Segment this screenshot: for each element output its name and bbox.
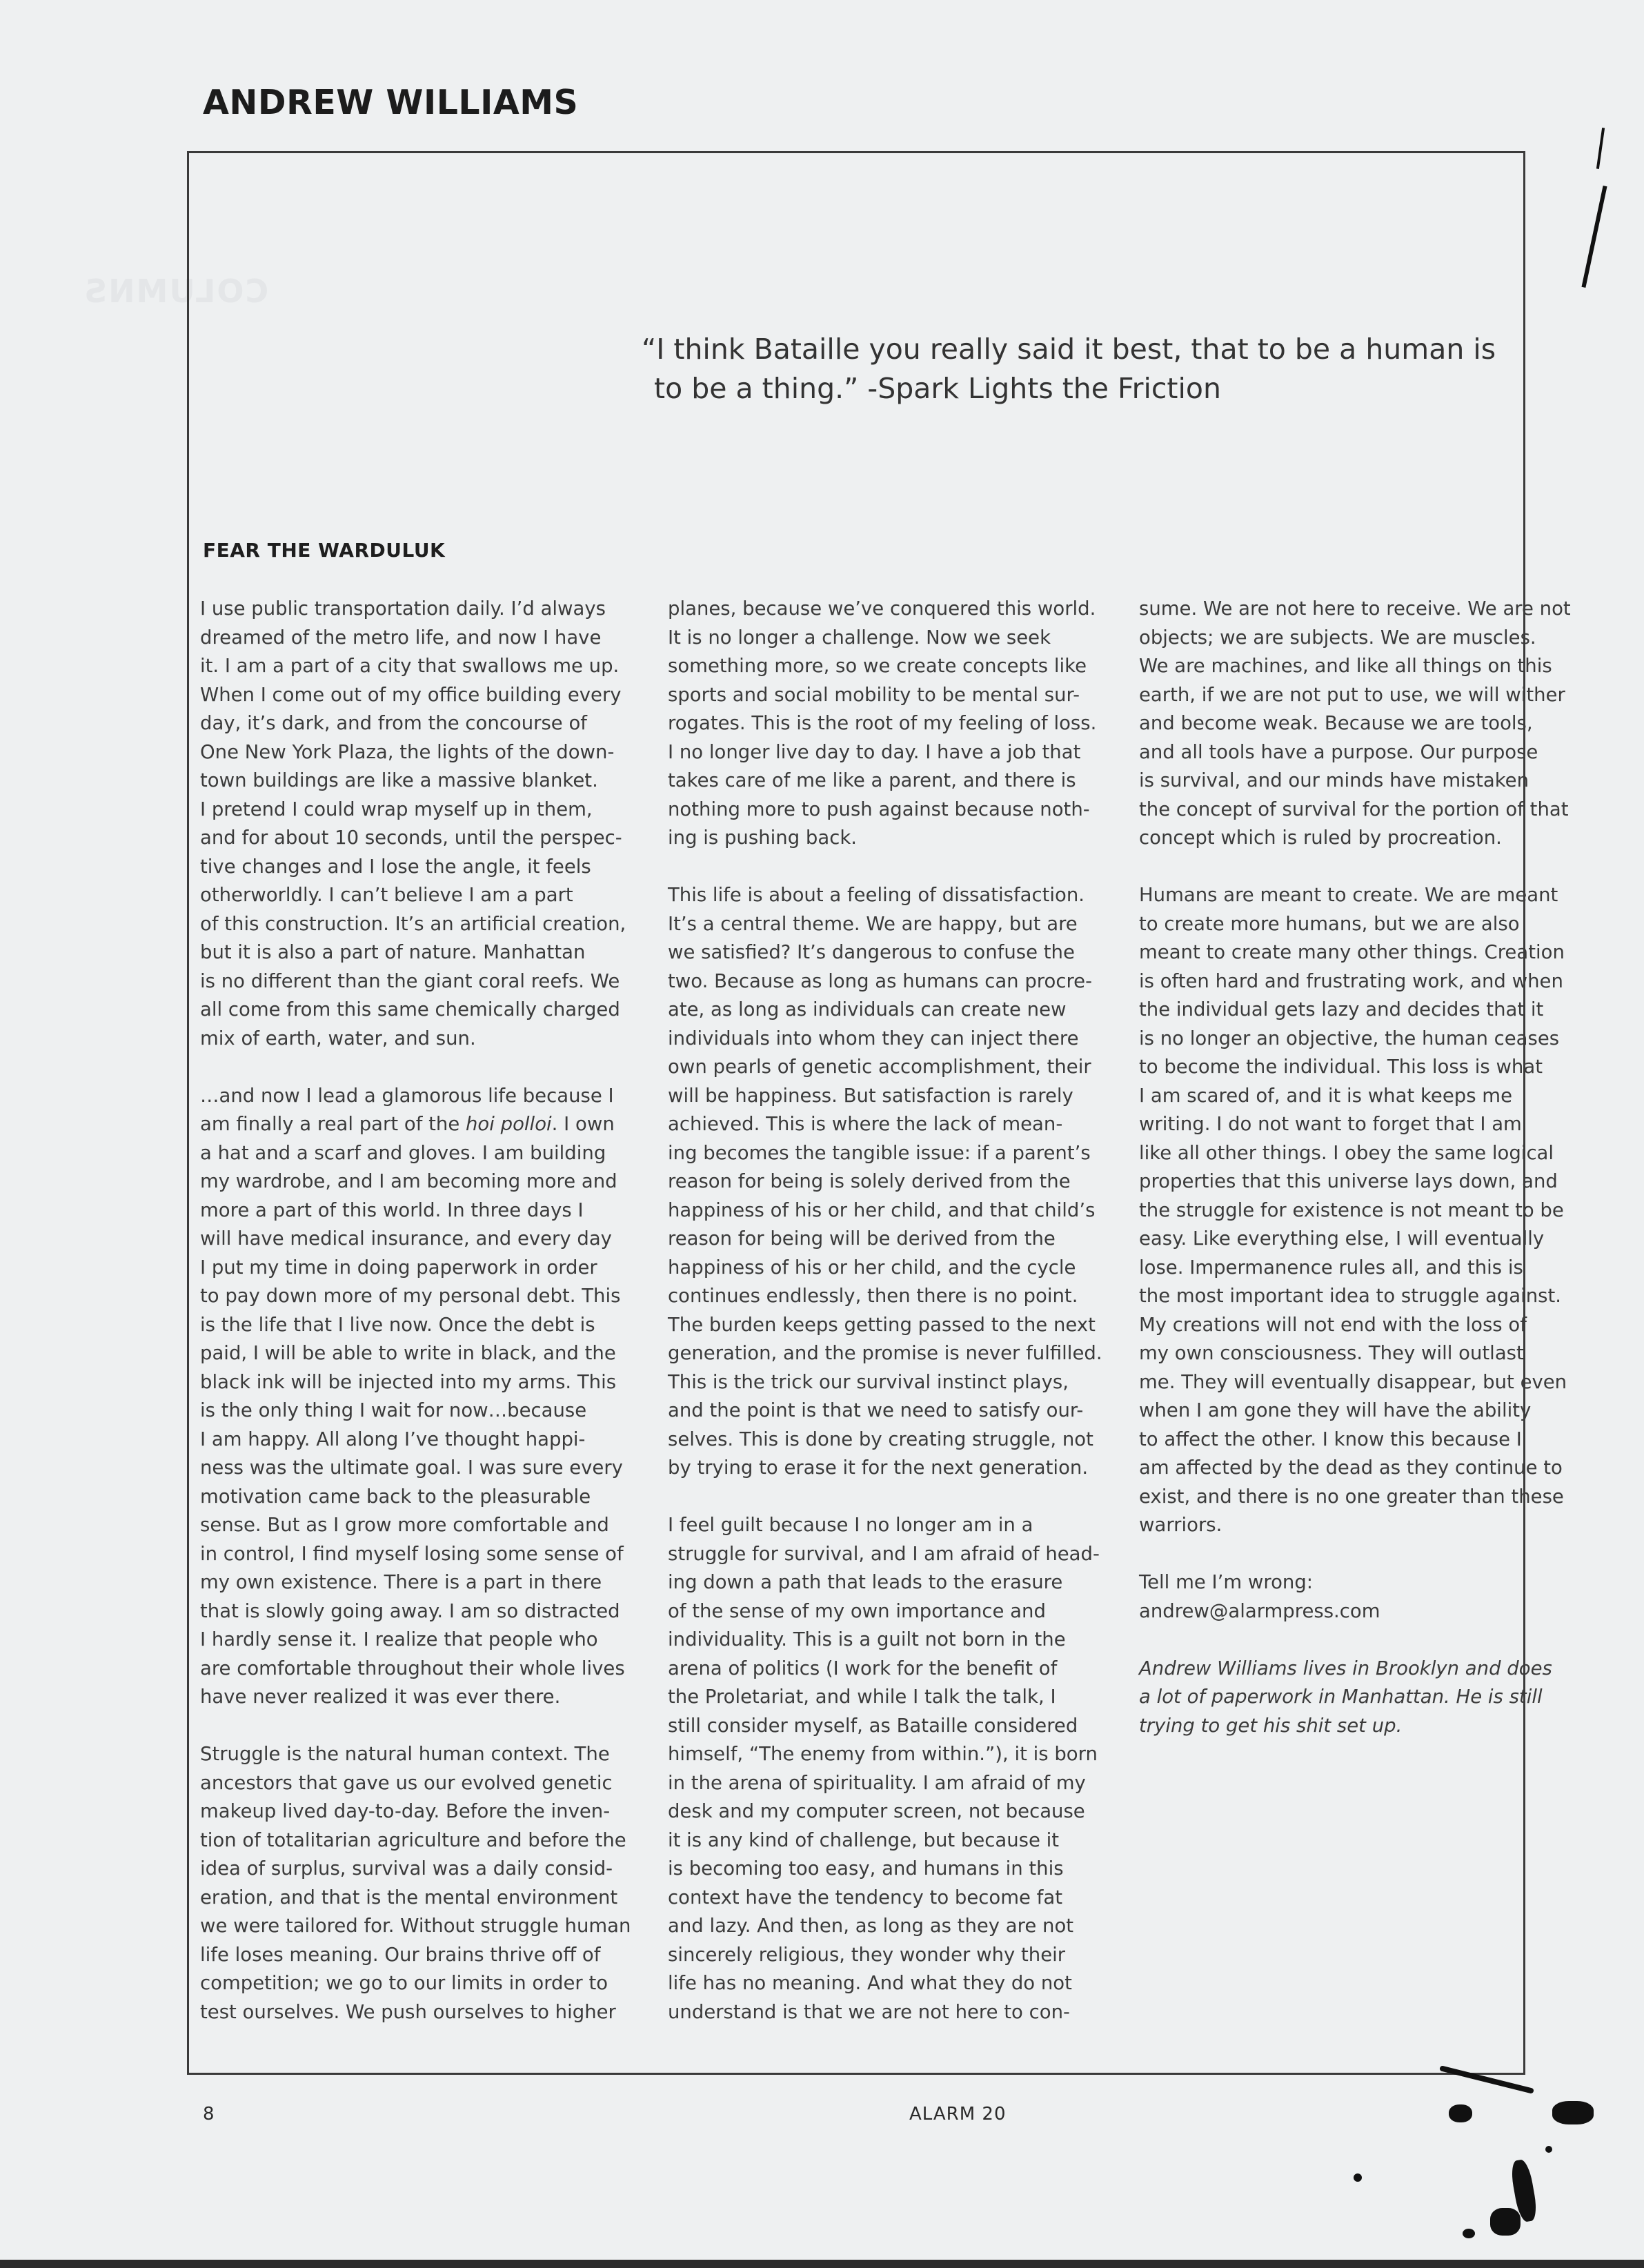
text-line: of the sense of my own importance and: [668, 1599, 1046, 1622]
text-line: objects; we are subjects. We are muscles.: [1139, 626, 1536, 649]
text-line: earth, if we are not put to use, we will wither: [1139, 683, 1565, 706]
text-line: understand is that we are not here to con-: [668, 2000, 1070, 2023]
text-line: we satisfied? It’s dangerous to confuse the: [668, 941, 1075, 963]
text-line: I put my time in doing paperwork in order: [200, 1256, 597, 1279]
text-line: I pretend I could wrap myself up in them,: [200, 798, 593, 820]
ink-splatter: [1490, 2208, 1521, 2236]
text-line: I hardly sense it. I realize that people who: [200, 1628, 598, 1650]
text-line: tive changes and I lose the angle, it feels: [200, 855, 591, 878]
text-line: andrew@alarmpress.com: [1139, 1599, 1380, 1622]
text-line: we were tailored for. Without struggle human: [200, 1915, 631, 1937]
text-line: exist, and there is no one greater than these: [1139, 1485, 1564, 1508]
text-line: to affect the other. I know this because I: [1139, 1428, 1522, 1450]
author-name: ANDREW WILLIAMS: [203, 83, 579, 122]
text-line: will be happiness. But satisfaction is rarely: [668, 1084, 1073, 1107]
text-line: to pay down more of my personal debt. This: [200, 1285, 621, 1307]
text-line: and the point is that we need to satisfy our-: [668, 1399, 1084, 1421]
epigraph-line: to be a thing.” -Spark Lights the Friction: [654, 372, 1221, 405]
text-line: in the arena of spirituality. I am afraid of my: [668, 1771, 1086, 1794]
text-line: generation, and the promise is never fulfilled.: [668, 1342, 1102, 1364]
text-line: himself, “The enemy from within.”), it is born: [668, 1743, 1098, 1765]
paragraph: [200, 1082, 642, 1712]
text-line: is no longer an objective, the human ceases: [1139, 1027, 1560, 1049]
text-line: struggle for survival, and I am afraid of head-: [668, 1542, 1100, 1565]
text-line: the Proletariat, and while I talk the talk, I: [668, 1686, 1056, 1708]
epigraph-line: “I think Bataille you really said it best, that to be a human is: [642, 333, 1496, 366]
text-line: competition; we go to our limits in order to: [200, 1972, 608, 1994]
text-line: sports and social mobility to be mental sur-: [668, 683, 1080, 706]
text-line: ness was the ultimate goal. I was sure every: [200, 1457, 623, 1479]
text-line: idea of surplus, survival was a daily consid-: [200, 1857, 613, 1880]
paragraph: [1139, 1568, 1581, 1626]
text-line: One New York Plaza, the lights of the down-: [200, 740, 615, 763]
text-line: two. Because as long as humans can procre-: [668, 969, 1092, 992]
text-line: that is slowly going away. I am so distracted: [200, 1599, 620, 1622]
text-line: This is the trick our survival instinct plays,: [668, 1370, 1069, 1393]
text-line: to become the individual. This loss is what: [1139, 1056, 1543, 1078]
text-line: the most important idea to struggle against.: [1139, 1285, 1562, 1307]
magazine-footer: ALARM 20: [909, 2104, 1007, 2124]
text-line: sume. We are not here to receive. We are not: [1139, 598, 1571, 620]
text-line: concept which is ruled by procreation.: [1139, 827, 1502, 849]
ink-splatter: [1596, 128, 1605, 169]
text-line: are comfortable throughout their whole lives: [200, 1657, 625, 1679]
text-line: is survival, and our minds have mistaken: [1139, 769, 1529, 791]
paragraph: [1139, 595, 1581, 853]
text-line: It is no longer a challenge. Now we seek: [668, 626, 1051, 649]
text-line: dreamed of the metro life, and now I have: [200, 626, 602, 649]
text-line: is no different than the giant coral reefs. We: [200, 969, 620, 992]
text-line: takes care of me like a parent, and there is: [668, 769, 1076, 791]
text-line: to create more humans, but we are also: [1139, 912, 1520, 935]
paragraph: [668, 881, 1120, 1483]
text-line: still consider myself, as Bataille considered: [668, 1714, 1078, 1737]
text-line: is often hard and frustrating work, and when: [1139, 969, 1563, 992]
ink-splatter: [1463, 2229, 1475, 2238]
text-line: happiness of his or her child, and the cycle: [668, 1256, 1076, 1279]
text-line: selves. This is done by creating struggle, not: [668, 1428, 1093, 1450]
text-line: We are machines, and like all things on this: [1139, 655, 1552, 677]
paragraph: [668, 1511, 1120, 2027]
ink-splatter: [1449, 2104, 1472, 2122]
text-line: mix of earth, water, and sun.: [200, 1027, 476, 1049]
bleed-through-text: COLUMNS: [83, 273, 269, 310]
text-line: and all tools have a purpose. Our purpose: [1139, 740, 1538, 763]
text-line: context have the tendency to become fat: [668, 1886, 1062, 1909]
text-line: sense. But as I grow more comfortable and: [200, 1514, 609, 1536]
text-line: eration, and that is the mental environment: [200, 1886, 618, 1909]
text-line: trying to get his shit set up.: [1139, 1714, 1403, 1737]
text-line: am affected by the dead as they continue to: [1139, 1457, 1563, 1479]
text-line: will have medical insurance, and every day: [200, 1227, 612, 1250]
ink-splatter: [1581, 186, 1607, 288]
paragraph: [200, 1740, 642, 2027]
text-line: desk and my computer screen, not because: [668, 1800, 1085, 1822]
paragraph: [200, 595, 642, 1053]
page-number: 8: [203, 2104, 215, 2124]
text-line: ing becomes the tangible issue: if a parent’s: [668, 1141, 1091, 1164]
text-line: motivation came back to the pleasurable: [200, 1485, 591, 1508]
text-line: Tell me I’m wrong:: [1139, 1571, 1314, 1593]
text-line: in control, I find myself losing some sense of: [200, 1542, 624, 1565]
text-line: am finally a real part of the hoi polloi. I own: [200, 1113, 615, 1135]
text-line: makeup lived day-to-day. Before the inven-: [200, 1800, 611, 1822]
text-line: I use public transportation daily. I’d always: [200, 598, 606, 620]
section-title: FEAR THE WARDULUK: [203, 539, 446, 562]
text-line: a hat and a scarf and gloves. I am building: [200, 1141, 606, 1164]
text-line: and for about 10 seconds, until the perspec-: [200, 827, 622, 849]
text-line: ancestors that gave us our evolved genetic: [200, 1771, 613, 1794]
text-line: individuality. This is a guilt not born in the: [668, 1628, 1066, 1650]
ink-splatter: [1545, 2146, 1552, 2153]
text-line: happiness of his or her child, and that child’s: [668, 1199, 1096, 1221]
text-line: is the only thing I wait for now…because: [200, 1399, 587, 1421]
epigraph-quote: [642, 330, 1511, 408]
text-line: something more, so we create concepts like: [668, 655, 1087, 677]
text-line: reason for being is solely derived from the: [668, 1170, 1071, 1192]
text-line: when I am gone they will have the ability: [1139, 1399, 1532, 1421]
paragraph: [668, 595, 1120, 853]
text-line: is becoming too easy, and humans in this: [668, 1857, 1064, 1880]
text-line: rogates. This is the root of my feeling of loss.: [668, 712, 1097, 734]
text-line: reason for being will be derived from the: [668, 1227, 1056, 1250]
text-line: When I come out of my office building every: [200, 683, 622, 706]
paragraph: [1139, 881, 1581, 1540]
text-line: by trying to erase it for the next generation.: [668, 1457, 1089, 1479]
text-line: planes, because we’ve conquered this world.: [668, 598, 1096, 620]
text-line: Struggle is the natural human context. The: [200, 1743, 610, 1765]
text-column-1: [200, 595, 642, 2055]
text-line: all come from this same chemically charged: [200, 998, 620, 1020]
text-line: achieved. This is where the lack of mean-: [668, 1113, 1063, 1135]
text-line: easy. Like everything else, I will eventually: [1139, 1227, 1545, 1250]
scan-edge: [0, 2260, 1644, 2268]
text-line: lose. Impermanence rules all, and this is: [1139, 1256, 1523, 1279]
text-line: nothing more to push against because noth-: [668, 798, 1090, 820]
text-line: a lot of paperwork in Manhattan. He is still: [1139, 1686, 1543, 1708]
text-line: the struggle for existence is not meant to be: [1139, 1199, 1564, 1221]
text-line: I am scared of, and it is what keeps me: [1139, 1084, 1513, 1107]
text-line: I feel guilt because I no longer am in a: [668, 1514, 1033, 1536]
text-line: test ourselves. We push ourselves to higher: [200, 2000, 616, 2023]
text-line: my wardrobe, and I am becoming more and: [200, 1170, 617, 1192]
text-column-2: [668, 595, 1120, 2055]
ink-splatter: [1354, 2173, 1362, 2182]
emphasis: hoi polloi: [466, 1113, 552, 1135]
text-line: paid, I will be able to write in black, and the: [200, 1342, 616, 1364]
text-line: the individual gets lazy and decides that it: [1139, 998, 1544, 1020]
text-line: I am happy. All along I’ve thought happi-: [200, 1428, 586, 1450]
text-line: The burden keeps getting passed to the next: [668, 1313, 1096, 1336]
text-line: I no longer live day to day. I have a job that: [668, 740, 1081, 763]
text-line: black ink will be injected into my arms. This: [200, 1370, 617, 1393]
ink-splatter: [1552, 2101, 1594, 2124]
text-line: It’s a central theme. We are happy, but are: [668, 912, 1078, 935]
text-line: is the life that I live now. Once the debt is: [200, 1313, 595, 1336]
text-line: ate, as long as individuals can create new: [668, 998, 1067, 1020]
text-line: life loses meaning. Our brains thrive off of: [200, 1943, 601, 1966]
text-column-3: [1139, 595, 1581, 1769]
text-line: life has no meaning. And what they do not: [668, 1972, 1072, 1994]
text-line: arena of politics (I work for the benefit of: [668, 1657, 1058, 1679]
text-line: warriors.: [1139, 1514, 1222, 1536]
text-line: it. I am a part of a city that swallows me up.: [200, 655, 620, 677]
text-line: but it is also a part of nature. Manhattan: [200, 941, 586, 963]
text-line: my own consciousness. They will outlast: [1139, 1342, 1524, 1364]
text-line: Humans are meant to create. We are meant: [1139, 884, 1558, 906]
text-line: my own existence. There is a part in there: [200, 1571, 602, 1593]
text-line: sincerely religious, they wonder why their: [668, 1943, 1066, 1966]
text-line: Andrew Williams lives in Brooklyn and does: [1139, 1657, 1552, 1679]
text-line: it is any kind of challenge, but because it: [668, 1828, 1060, 1851]
text-line: tion of totalitarian agriculture and before the: [200, 1828, 626, 1851]
text-line: meant to create many other things. Creation: [1139, 941, 1565, 963]
author-bio: [1139, 1655, 1581, 1741]
text-line: This life is about a feeling of dissatisfaction.: [668, 884, 1085, 906]
text-line: My creations will not end with the loss of: [1139, 1313, 1527, 1336]
text-line: individuals into whom they can inject there: [668, 1027, 1079, 1049]
text-line: and lazy. And then, as long as they are not: [668, 1915, 1074, 1937]
text-line: town buildings are like a massive blanket.: [200, 769, 598, 791]
text-line: the concept of survival for the portion of that: [1139, 798, 1569, 820]
text-line: ing is pushing back.: [668, 827, 857, 849]
text-line: own pearls of genetic accomplishment, their: [668, 1056, 1091, 1078]
text-line: day, it’s dark, and from the concourse of: [200, 712, 587, 734]
text-line: me. They will eventually disappear, but even: [1139, 1370, 1567, 1393]
text-line: ing down a path that leads to the erasure: [668, 1571, 1063, 1593]
text-line: more a part of this world. In three days I: [200, 1199, 584, 1221]
text-line: writing. I do not want to forget that I am: [1139, 1113, 1522, 1135]
text-line: like all other things. I obey the same logical: [1139, 1141, 1554, 1164]
text-line: have never realized it was ever there.: [200, 1686, 561, 1708]
text-line: properties that this universe lays down, and: [1139, 1170, 1558, 1192]
text-line: of this construction. It’s an artificial creation,: [200, 912, 626, 935]
text-line: …and now I lead a glamorous life because I: [200, 1084, 614, 1107]
text-line: otherworldly. I can’t believe I am a part: [200, 884, 573, 906]
text-line: and become weak. Because we are tools,: [1139, 712, 1533, 734]
text-line: continues endlessly, then there is no point.: [668, 1285, 1078, 1307]
